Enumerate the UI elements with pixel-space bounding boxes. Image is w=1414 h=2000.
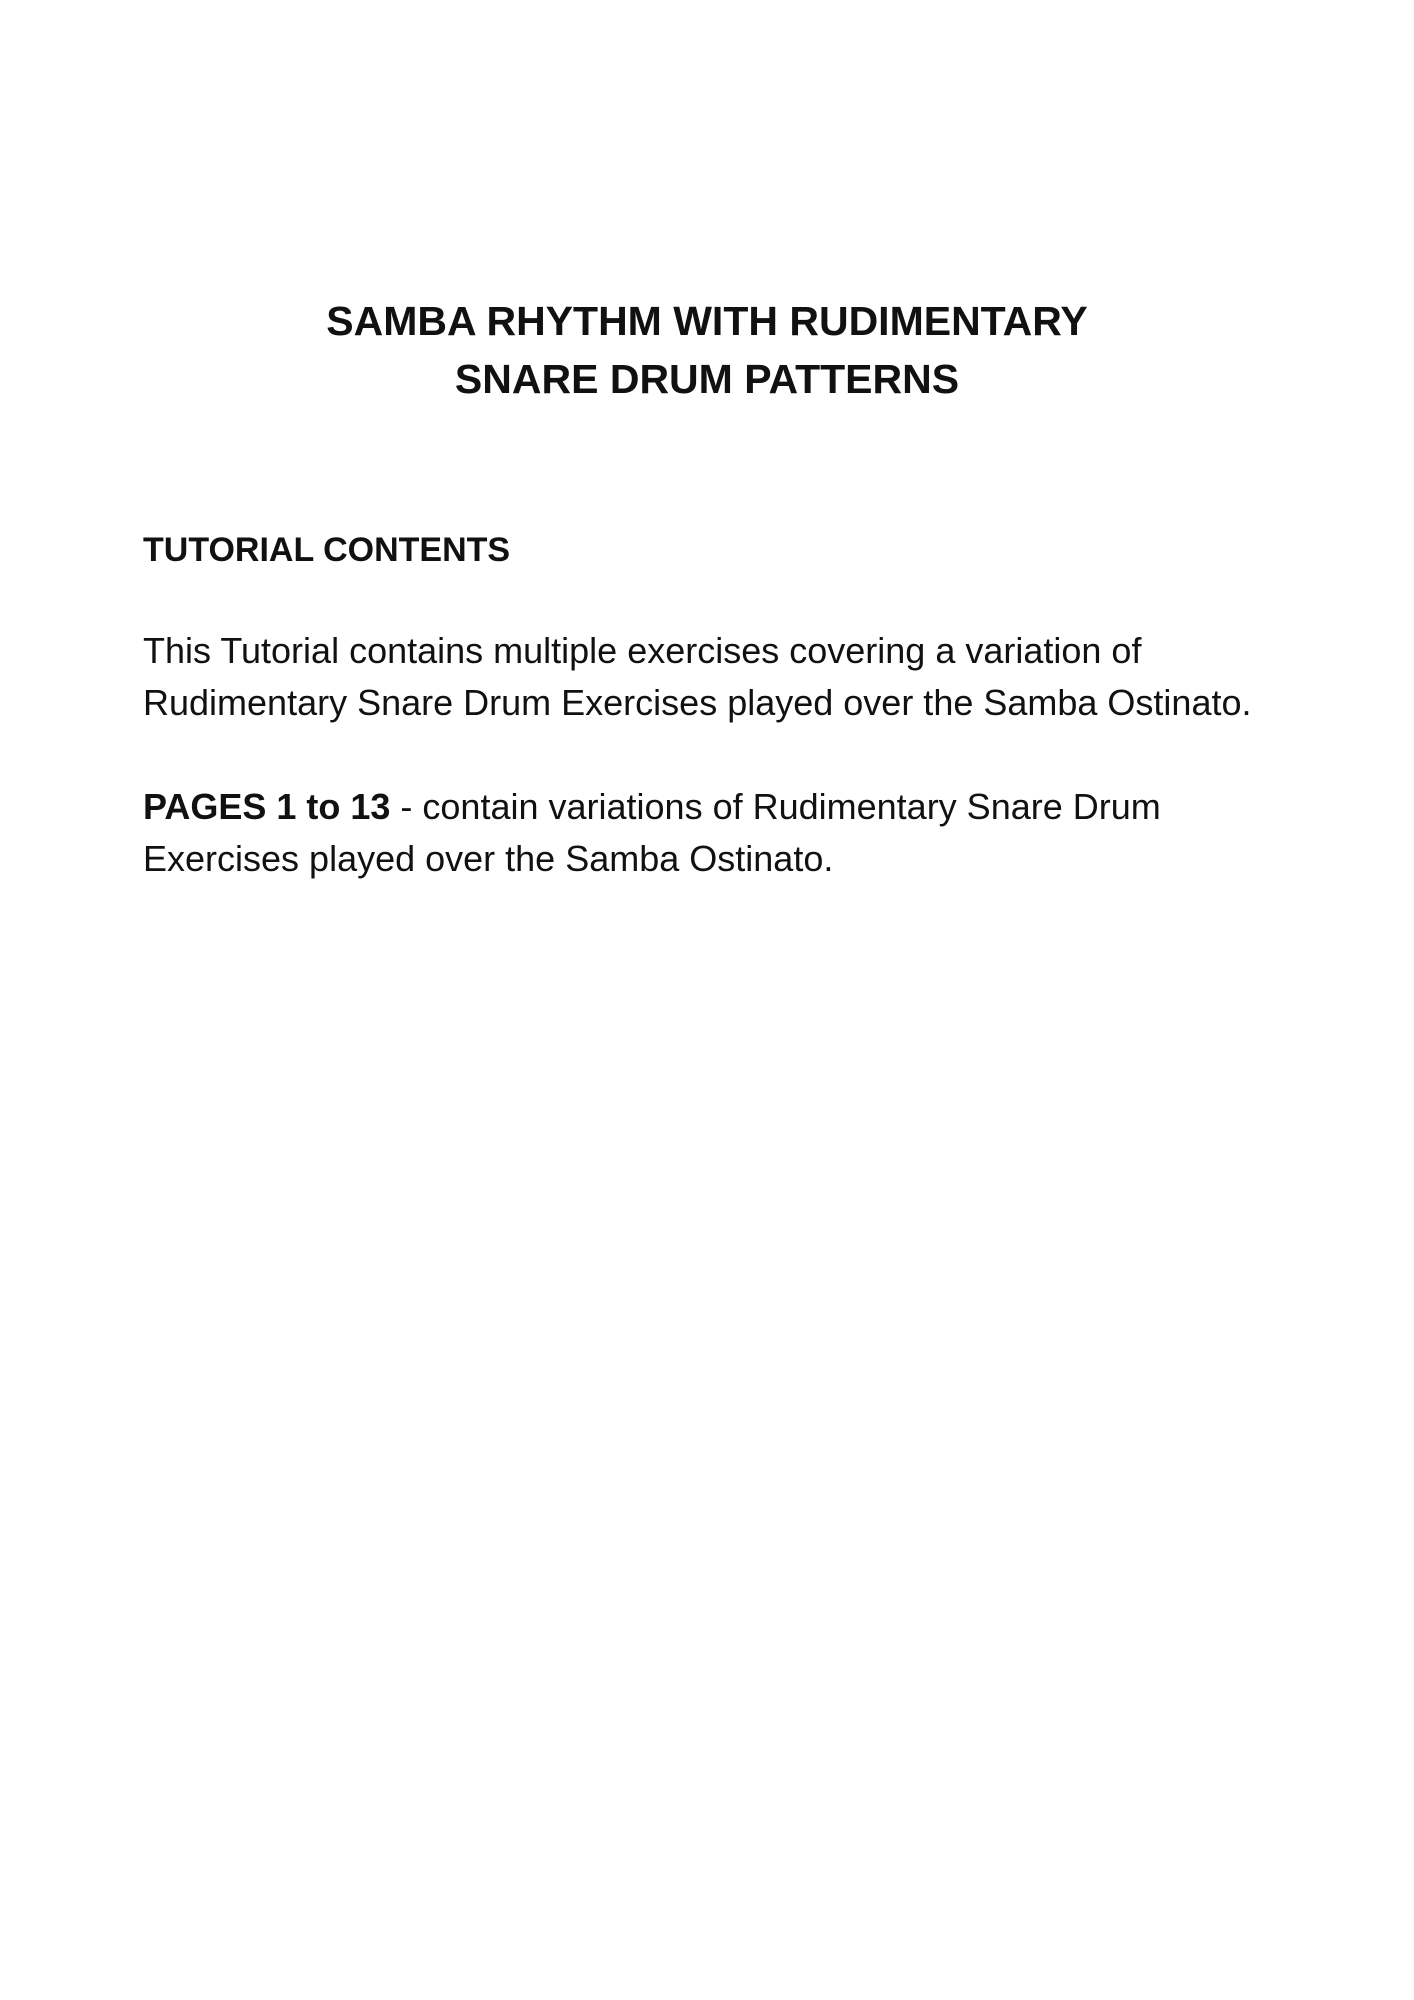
section-heading: TUTORIAL CONTENTS bbox=[143, 531, 511, 569]
page-title bbox=[0, 292, 1414, 408]
pages-paragraph bbox=[143, 781, 1283, 885]
tutorial-contents-section bbox=[143, 525, 1283, 885]
pages-label: PAGES 1 to 13 bbox=[143, 786, 391, 827]
title-line-1: SAMBA RHYTHM WITH RUDIMENTARY bbox=[326, 298, 1088, 344]
intro-paragraph: This Tutorial contains multiple exercises covering a variation of Rudimentary Snare Drum Exercises played over the Samba Ostinato. bbox=[143, 630, 1252, 723]
pages-description: - contain variations of Rudimentary Snare Drum Exercises played over the Samba Ostinato. bbox=[143, 786, 1161, 879]
title-line-2: SNARE DRUM PATTERNS bbox=[454, 356, 960, 402]
